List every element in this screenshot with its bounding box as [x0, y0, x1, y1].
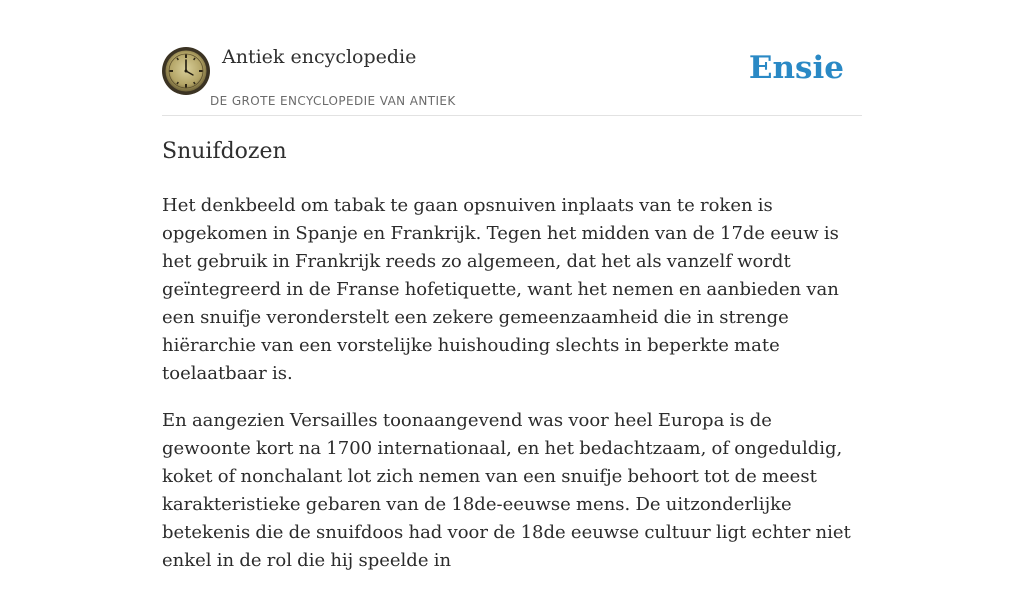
site-header [162, 0, 862, 116]
article-paragraph: En aangezien Versailles toonaangevend was voor heel Europa is de gewoonte kort na 1700 internationaal, en het bedachtzaam, of ongeduldig, koket of nonchalant lot zich nemen van een snuifje behoort tot de meest karakteristieke gebaren van de 18de-eeuwse mens. De uitzonderlijke betekenis die de snuifdoos had voor de 18de eeuwse cultuur ligt echter niet enkel in de rol die hij speelde in [162, 410, 851, 571]
ensie-logo-link[interactable]: Ensie [748, 50, 844, 86]
article-paragraph: Het denkbeeld om tabak te gaan opsnuiven inplaats van te roken is opgekomen in Spanje en Frankrijk. Tegen het midden van de 17de eeuw is het gebruik in Frankrijk reeds zo algemeen, dat het als vanzelf wordt geïntegreerd in de Franse hofetiquette, want het nemen en aanbieden van een snuifje veronderstelt een zekere gemeenzaamheid die in strenge hiërarchie van een vorstelijke huishouding slechts in beperkte mate toelaatbaar is. [162, 195, 839, 384]
site-title[interactable]: Antiek encyclopedie [222, 46, 417, 68]
page-container [162, 0, 862, 571]
article-title: Snuifdozen [162, 139, 287, 164]
article-body [162, 192, 862, 594]
site-subtitle: DE GROTE ENCYCLOPEDIE VAN ANTIEK [210, 94, 456, 108]
clock-icon[interactable] [162, 47, 210, 95]
